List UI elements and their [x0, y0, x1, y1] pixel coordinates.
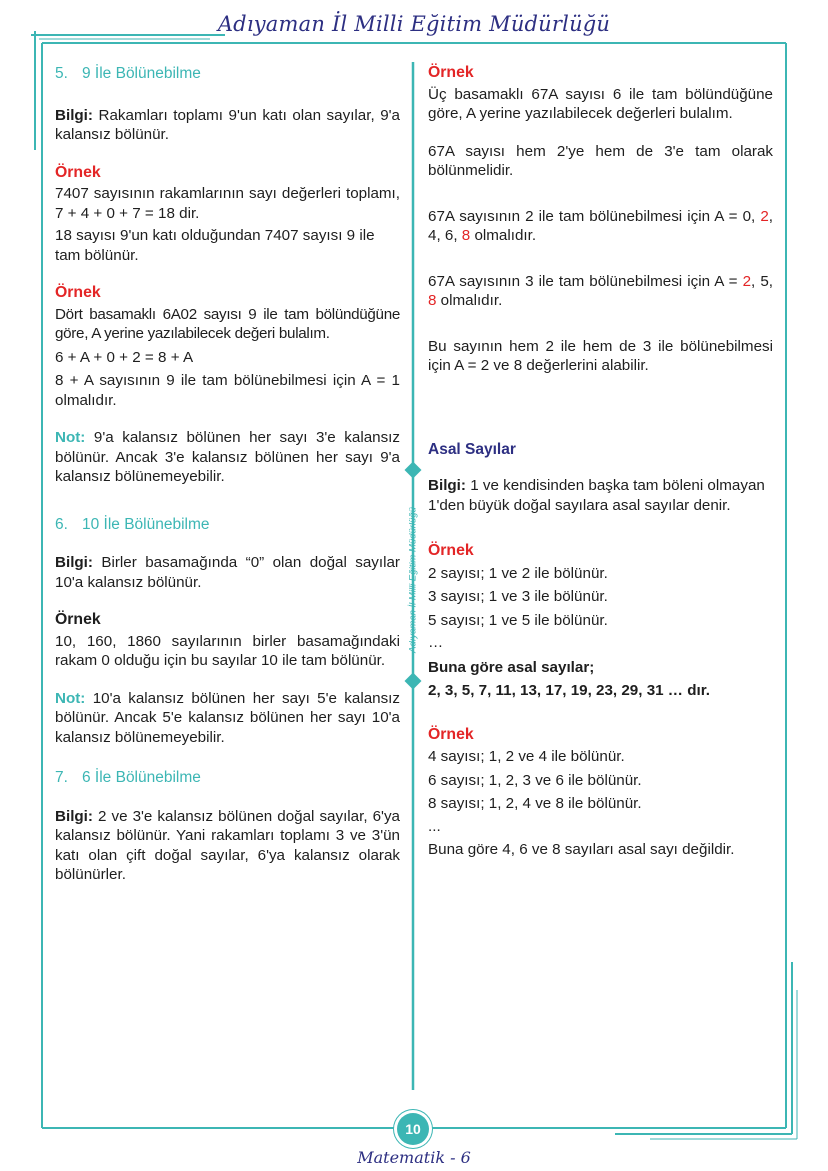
header-title: Adıyaman İl Milli Eğitim Müdürlüğü — [217, 12, 611, 36]
section-5-bilgi — [55, 106, 400, 145]
bilgi-text: Rakamları toplamı 9'un katı olan sayılar, 9'a kalansız bölünür. — [55, 106, 400, 143]
example-line: 3 sayısı; 1 ve 3 ile bölünür. — [428, 588, 608, 605]
footer-title: Matematik - 6 — [357, 1148, 471, 1167]
section-5-heading — [55, 64, 400, 84]
example-text: 18 sayısı 9'un katı olduğundan 7407 sayısı 9 ile tam bölünür. — [55, 227, 375, 264]
text-part: 67A sayısının 3 ile tam bölünebilmesi için A = — [428, 272, 743, 290]
example-text: 67A sayısı hem 2'ye hem de 3'e tam olarak bölünmelidir. — [428, 142, 773, 179]
text-part: olmalıdır. — [470, 227, 537, 244]
bilgi-label: Bilgi: — [55, 554, 93, 571]
not-text: 10'a kalansız bölünen her sayı 5'e kalansız bölünür. Ancak 5'e kalansız bölünen her sayı 10'a kalansız bölünemeyebilir. — [55, 689, 400, 746]
not-label: Not: — [55, 689, 86, 707]
bilgi-label: Bilgi: — [55, 106, 93, 124]
example-text: Üç basamaklı 67A sayısı 6 ile tam bölündüğüne göre, A yerine yazılabilecek değerleri bulalım. — [428, 85, 773, 122]
asal-result-label: Buna göre asal sayılar; — [428, 658, 595, 676]
right-column — [428, 60, 773, 860]
highlight-value: 8 — [461, 227, 471, 244]
bilgi-text: Birler basamağında “0” olan doğal sayılar 10'a kalansız bölünür. — [55, 554, 400, 591]
example-line: ... — [428, 817, 441, 835]
bilgi-label: Bilgi: — [55, 807, 93, 825]
example-text: Dört basamaklı 6A02 sayısı 9 ile tam bölündüğüne göre, A yerine yazılabilecek değeri bulalım. — [55, 305, 400, 342]
asal-heading: Asal Sayılar — [428, 440, 516, 458]
example-text: 8 + A sayısının 9 ile tam bölünebilmesi için A = 1 olmalıdır. — [55, 372, 400, 409]
section-6-heading — [55, 515, 400, 535]
example-line: 2 sayısı; 1 ve 2 ile bölünür. — [428, 564, 608, 582]
not-text: 9'a kalansız bölünen her sayı 3'e kalansız bölünür. Ancak 3'e kalansız bölünen her sayı 9'a kalansız bölünemeyebilir. — [55, 429, 400, 485]
example-text: 7407 sayısının rakamlarının sayı değerleri toplamı, 7 + 4 + 0 + 7 = 18 dir. — [55, 185, 400, 222]
page-number-badge: 10 — [397, 1113, 429, 1145]
highlight-value: 2 — [760, 207, 769, 225]
bilgi-label: Bilgi: — [428, 477, 466, 494]
section-6-bilgi — [55, 553, 400, 592]
section-5-number: 5. — [55, 65, 68, 82]
not-label: Not: — [55, 429, 86, 446]
example-text: 6 + A + 0 + 2 = 8 + A — [55, 348, 194, 366]
example-text: Bu sayının hem 2 ile hem de 3 ile bölünebilmesi için A = 2 ve 8 değerlerini alabilir. — [428, 337, 773, 374]
section-6-number: 6. — [55, 515, 68, 533]
section-6-title: 10 İle Bölünebilme — [82, 515, 210, 533]
example-line: 6 sayısı; 1, 2, 3 ve 6 ile bölünür. — [428, 771, 642, 789]
ornek-label: Örnek — [55, 284, 101, 301]
text-part: , 5, — [751, 272, 773, 290]
ornek-label: Örnek — [428, 725, 474, 743]
section-7-heading — [55, 768, 400, 788]
bilgi-text: 2 ve 3'e kalansız bölünen doğal sayılar, 6'ya kalansız bölünür. Yani rakamları toplamı 3 ve 3'ün katı olan çift doğal sayılar, 6'ya kalansız olarak bölünürler. — [55, 807, 400, 883]
example-text: 10, 160, 1860 sayılarının birler basamağındaki rakam 0 olduğu için bu sayılar 10 ile tam bölünür. — [55, 632, 400, 669]
asal-result-list: 2, 3, 5, 7, 11, 13, 17, 19, 23, 29, 31 … dır. — [428, 682, 711, 699]
side-watermark-text: Adıyaman İl Milli Eğitim Müdürlüğü — [407, 507, 419, 653]
example-line: 5 sayısı; 1 ve 5 ile bölünür. — [428, 611, 608, 629]
example-line: 4 sayısı; 1, 2 ve 4 ile bölünür. — [428, 748, 625, 765]
example-text — [428, 272, 773, 311]
ornek-label: Örnek — [428, 542, 474, 559]
section-5-note — [55, 428, 400, 487]
section-5-title: 9 İle Bölünebilme — [82, 65, 201, 82]
asal-conclusion: Buna göre 4, 6 ve 8 sayıları asal sayı değildir. — [428, 841, 735, 858]
section-7-number: 7. — [55, 769, 68, 786]
highlight-value: 8 — [428, 292, 437, 309]
text-part: , 4, 6, — [428, 207, 773, 244]
left-column — [55, 60, 400, 885]
example-text — [428, 207, 773, 246]
bilgi-text: 1 ve kendisinden başka tam böleni olmayan 1'den büyük doğal sayılara asal sayılar denir. — [428, 477, 765, 514]
section-7-title: 6 İle Bölünebilme — [82, 769, 201, 786]
asal-bilgi — [428, 476, 773, 515]
section-7-bilgi — [55, 807, 400, 885]
section-6-note — [55, 689, 400, 748]
text-part: 67A sayısının 2 ile tam bölünebilmesi için A = 0, — [428, 207, 761, 225]
example-line: 8 sayısı; 1, 2, 4 ve 8 ile bölünür. — [428, 795, 642, 812]
example-line: … — [428, 634, 444, 651]
ornek-label: Örnek — [428, 64, 474, 81]
highlight-value: 2 — [742, 272, 752, 290]
text-part: olmalıdır. — [436, 292, 503, 309]
ornek-label: Örnek — [55, 163, 101, 181]
ornek-label: Örnek — [55, 611, 101, 628]
